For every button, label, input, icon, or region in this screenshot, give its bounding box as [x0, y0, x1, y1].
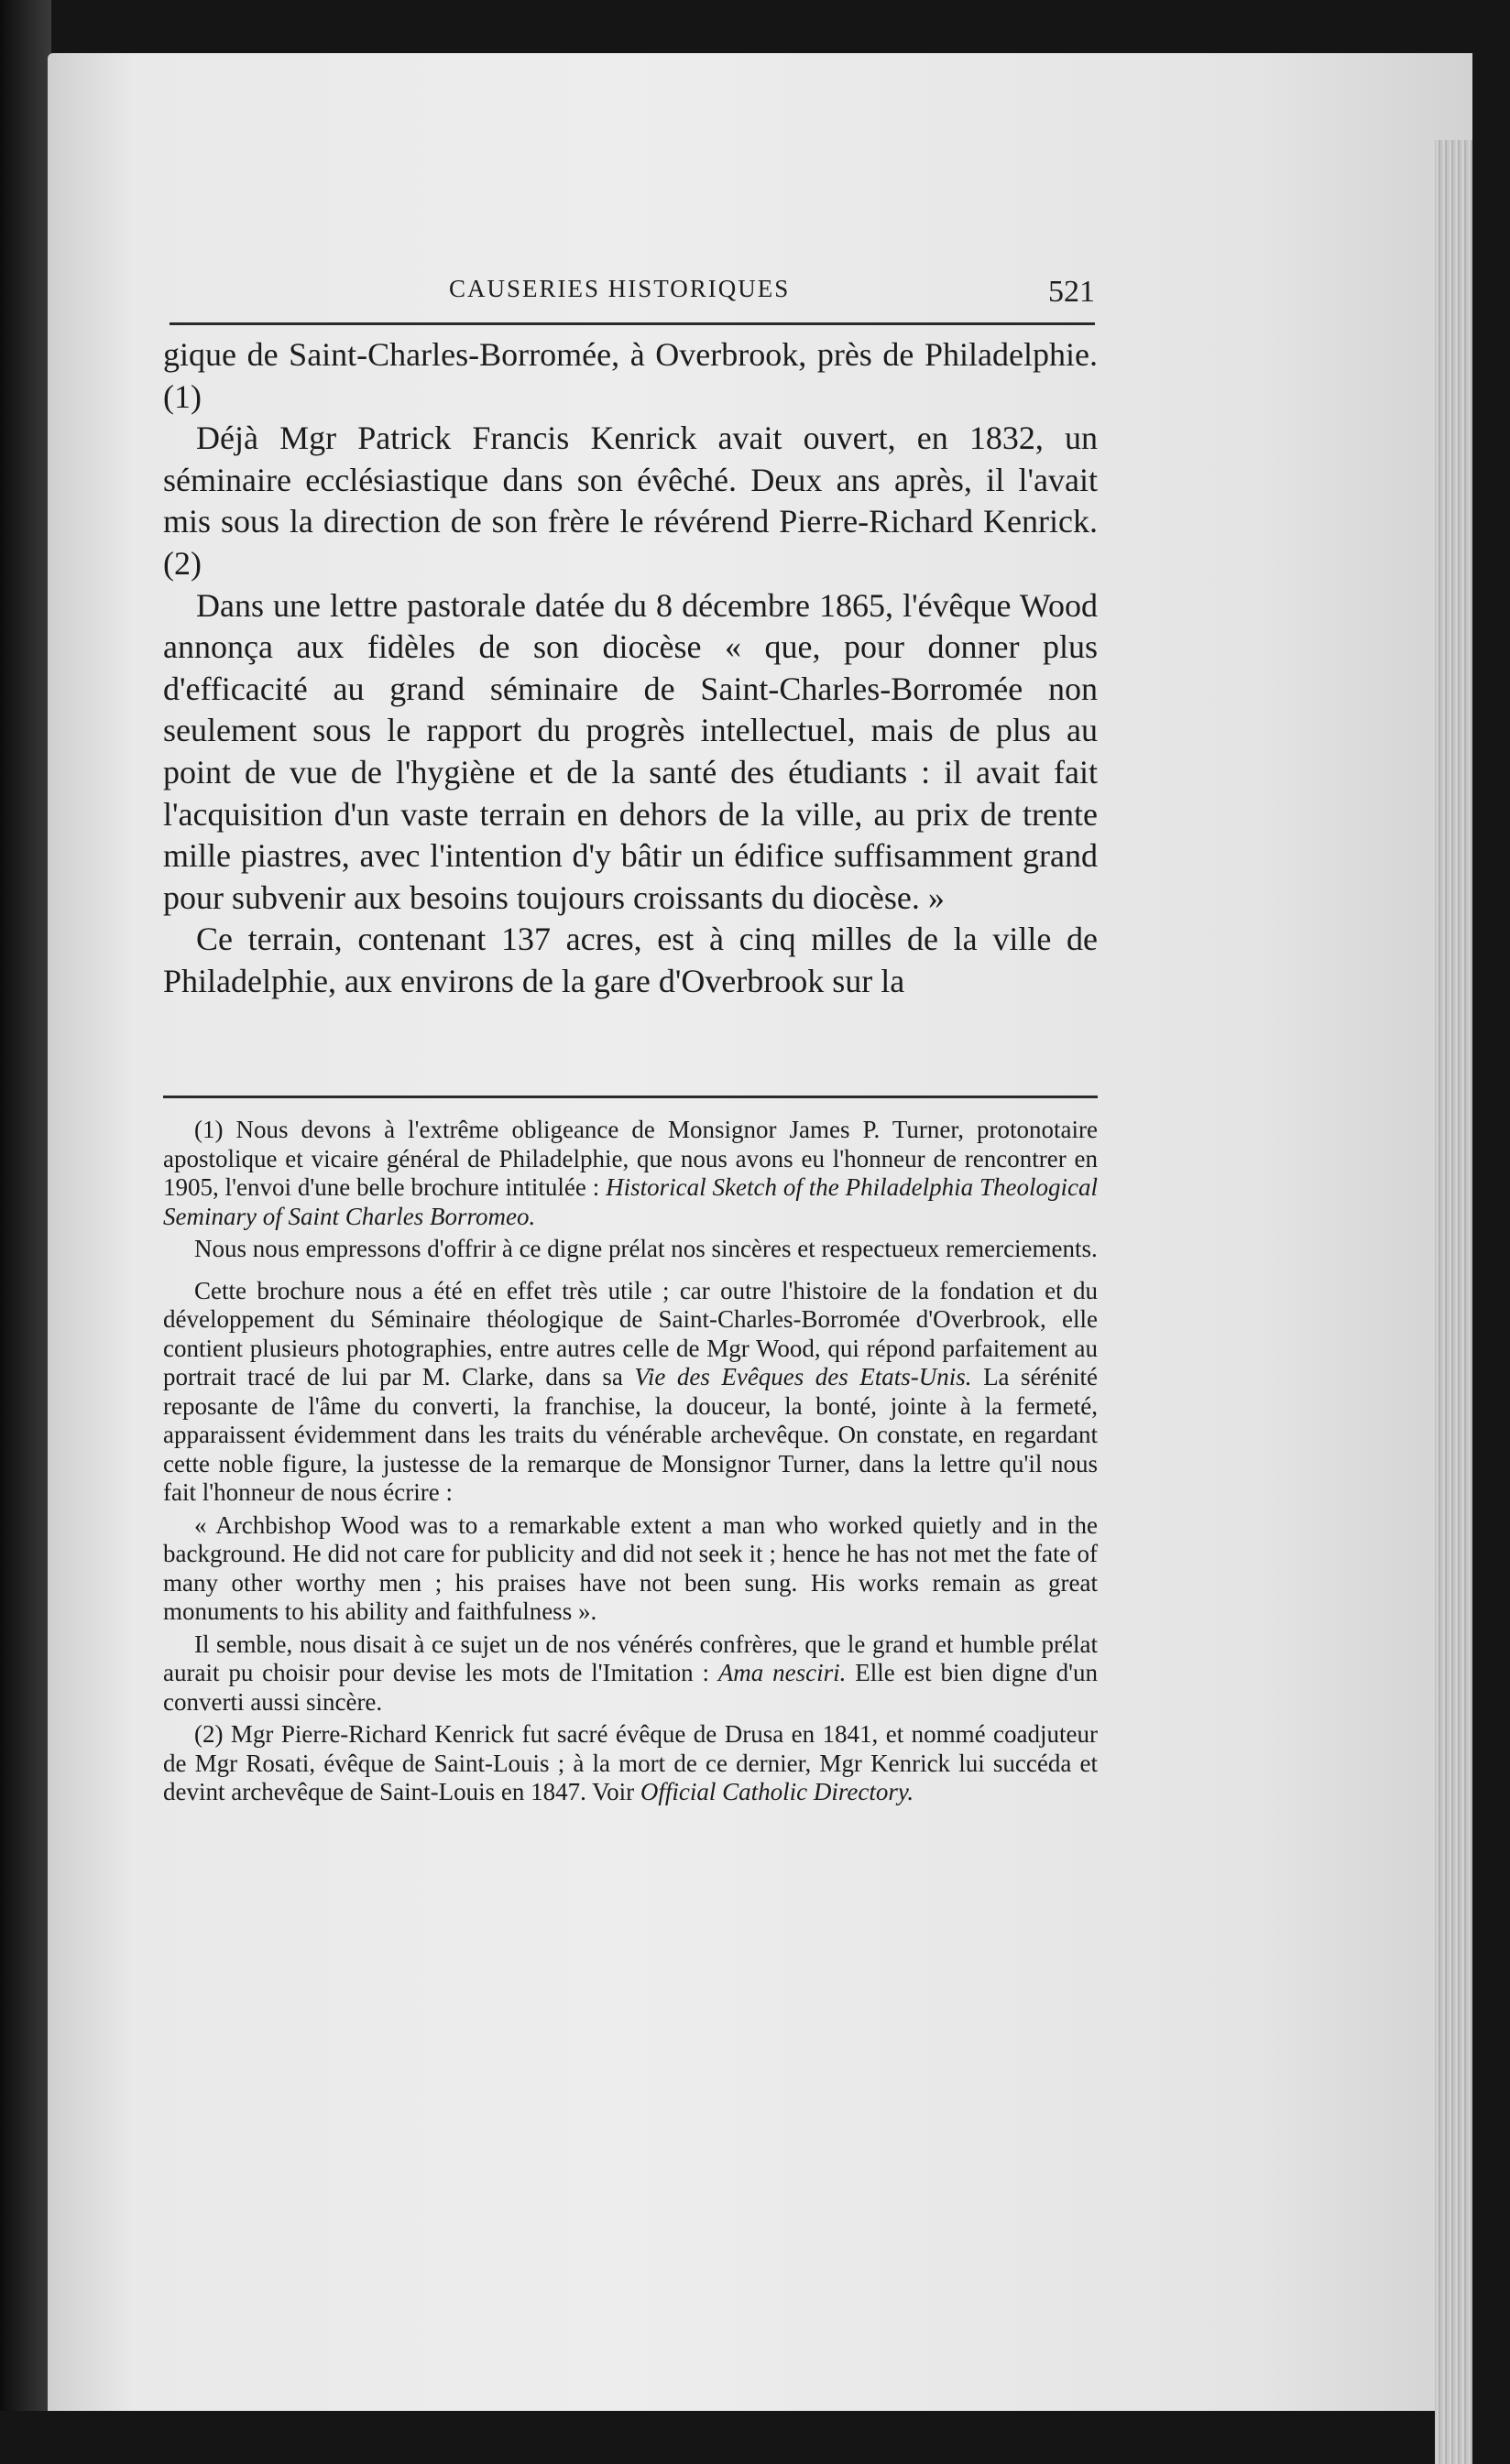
footnote-1-brochure-title: Vie des Evêques des Etats-Unis. — [634, 1363, 972, 1390]
footnote-1-imitation — [163, 1630, 1098, 1717]
footnote-1-thanks: Nous nous empressons d'offrir à ce digne prélat nos sincères et respectueux remerciements. — [194, 1235, 1098, 1262]
footnote-1-quote: « Archbishop Wood was to a remarkable extent a man who worked quietly and in the background. He did not care for publicity and did not seek it ; hence he has not met the fate of many other worthy men ; his praises have not been sung. His works remain as great monuments to his ability and faithfulness ». — [163, 1510, 1098, 1625]
main-text — [163, 334, 1098, 1003]
footnote-1-brochure-text: Cette brochure nous a été en effet très utile ; car outre l'histoire de la fondation et du développement du Séminaire théologique de Saint-Charles-Borromée d'Overbrook, elle contient plusieurs photographies, entre autres celle de Mgr Wood, qui répond parfaitement au portrait tracé de lui par M. Clarke, dans sa — [163, 1276, 1098, 1390]
footnote-1-text: (1) Nous devons à l'extrême obligeance de Monsignor James P. Turner, protonotaire apostolique et vicaire général de Philadelphie, que nous avons eu l'honneur de rencontrer en 1905, l'envoi d'une belle brochure intitulée : — [163, 1116, 1098, 1201]
footnote-1-title: Historical Sketch of the Philadelphia Theological Seminary of Saint Charles Borromeo. — [163, 1173, 1098, 1230]
running-head: CAUSERIES HISTORIQUES — [449, 275, 791, 302]
page-number: 521 — [1048, 275, 1095, 309]
footnote-1 — [163, 1116, 1098, 1231]
footnote-1-motto: Ama nesciri. — [717, 1659, 847, 1686]
footnote-2-text: (2) Mgr Pierre-Richard Kenrick fut sacré évêque de Drusa en 1841, et nommé coadjuteur de Mgr Rosati, évêque de Saint-Louis ; à la mort de ce dernier, Mgr Kenrick lui succéda et devint archevêque de Saint-Louis en 1847. Voir — [163, 1720, 1098, 1805]
paragraph-pastoral-letter: Dans une lettre pastorale datée du 8 décembre 1865, l'évêque Wood annonça aux fidèles de son diocèse « que, pour donner plus d'efficacité au grand séminaire de Saint-Charles-Borromée non seulement sous le rapport du progrès intellectuel, mais de plus au point de vue de l'hygiène et de la santé des étudiants : il avait fait l'acquisition d'un vaste terrain en dehors de la ville, au prix de trente mille piastres, avec l'intention d'y bâtir un édifice suffisamment grand pour subvenir aux besoins toujours croissants du diocèse. » — [163, 586, 1098, 916]
footnote-2-title: Official Catholic Directory. — [640, 1778, 914, 1805]
footnote-1-imitation-text-2: Elle est bien digne d'un converti aussi sincère. — [163, 1659, 1098, 1716]
header-rule — [170, 322, 1095, 325]
adjacent-page-edge — [0, 0, 51, 2411]
paragraph-kenrick-seminary: Déjà Mgr Patrick Francis Kenrick avait ouvert, en 1832, un séminaire ecclésiastique dans son évêché. Deux ans après, il l'avait mis sous la direction de son frère le révérend Pierre-Richard Kenrick. (2) — [163, 420, 1098, 582]
paragraph-terrain: Ce terrain, contenant 137 acres, est à cinq milles de la ville de Philadelphie, aux environs de la gare d'Overbrook sur la — [163, 921, 1098, 999]
footnote-1-brochure — [163, 1277, 1098, 1508]
footnote-2 — [163, 1720, 1098, 1807]
footnotes — [163, 1116, 1098, 1811]
page-header — [170, 275, 1095, 339]
footnote-1-imitation-text: Il semble, nous disait à ce sujet un de nos vénérés confrères, que le grand et humble prélat aurait pu choisir pour devise les mots de l'Imitation : — [163, 1630, 1098, 1686]
footnote-rule — [163, 1096, 1098, 1098]
page-stack-edges — [1435, 140, 1472, 2464]
paragraph-continuation: gique de Saint-Charles-Borromée, à Overbrook, près de Philadelphie. (1) — [163, 336, 1098, 415]
footnote-1-brochure-text-2: La sérénité reposante de l'âme du converti, la franchise, la douceur, la bonté, jointe à la fermeté, apparaissent évidemment dans les traits du vénérable archevêque. On constate, en regardant cette noble figure, la justesse de la remarque de Monsignor Turner, dans la lettre qu'il nous fait l'honneur de nous écrire : — [163, 1363, 1098, 1506]
